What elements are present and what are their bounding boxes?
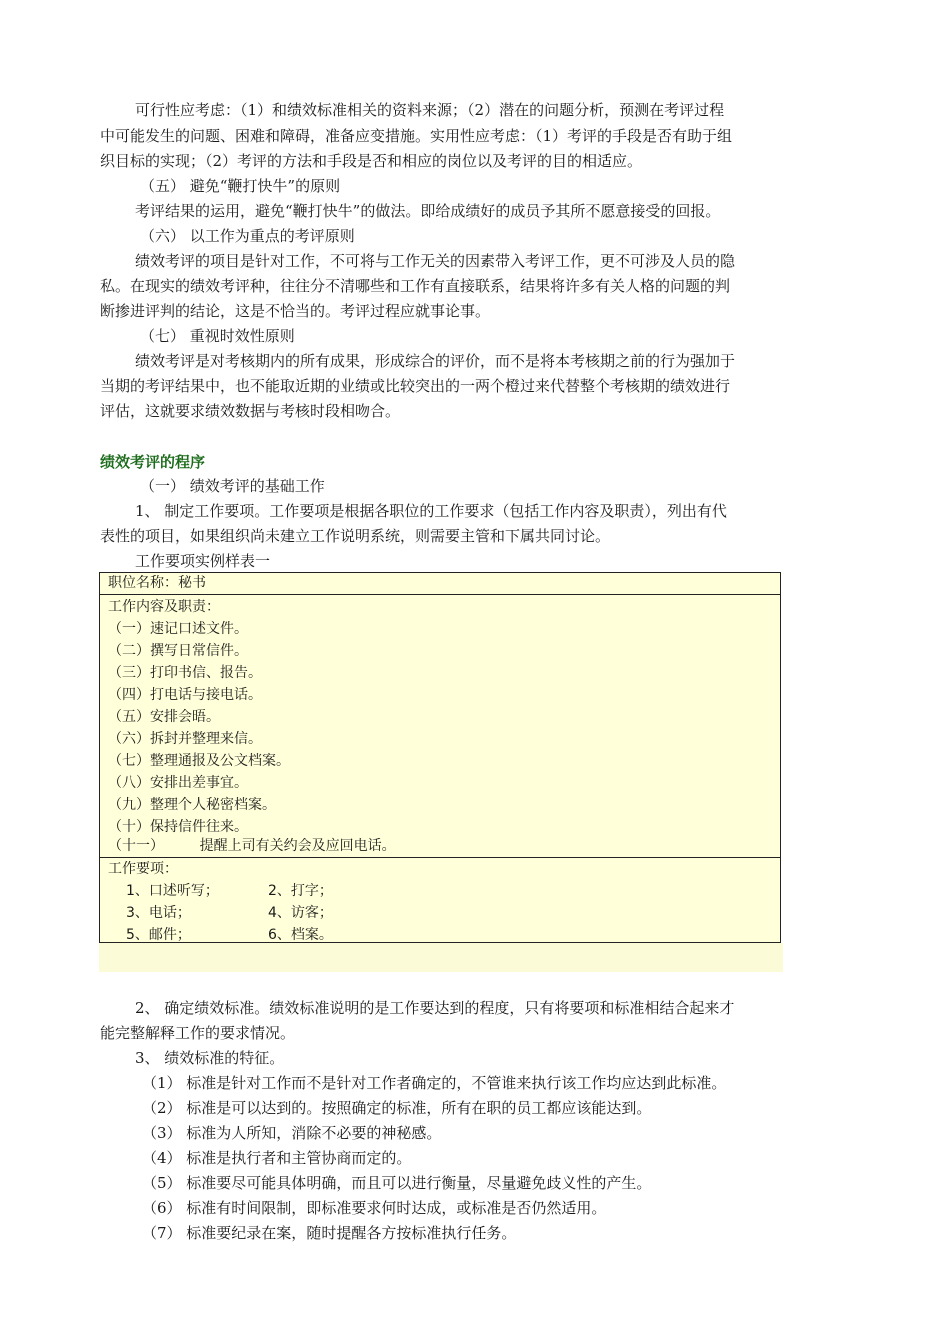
job-item: 3、电话；: [126, 905, 191, 921]
list-item: （4） 标准是执行者和主管协商而定的。: [142, 1149, 412, 1167]
duty-item: （一）速记口述文件。: [108, 621, 248, 637]
paragraph-line: 私。在现实的绩效考评种，往往分不清哪些和工作有直接联系，结果将许多有关人格的问题的判: [100, 277, 731, 295]
section-heading: 绩效考评的程序: [100, 453, 206, 471]
subheading: （一） 绩效考评的基础工作: [140, 477, 325, 495]
paragraph-line: 3、 绩效标准的特征。: [135, 1049, 285, 1067]
paragraph-line: 能完整解释工作的要求情况。: [100, 1024, 296, 1042]
job-items-row: [100, 857, 780, 943]
table-bottom-band: [99, 943, 783, 972]
list-item: （2） 标准是可以达到的。按照确定的标准，所有在职的员工都应该能达到。: [142, 1099, 652, 1117]
subheading: （七） 重视时效性原则: [140, 327, 295, 345]
paragraph-line: 断掺进评判的结论，这是不恰当的。考评过程应就事论事。: [100, 302, 491, 320]
table-caption: 工作要项实例样表一: [135, 552, 271, 570]
duty-item: （九）整理个人秘密档案。: [108, 797, 276, 813]
job-item: 6、档案。: [268, 927, 333, 943]
list-item: （7） 标准要纪录在案，随时提醒各方按标准执行任务。: [142, 1224, 517, 1242]
job-items-label: 工作要项：: [108, 861, 178, 877]
duty-item: （八）安排出差事宜。: [108, 775, 248, 791]
job-items-table: [99, 572, 781, 943]
paragraph-line: 评估，这就要求绩效数据与考核时段相吻合。: [100, 402, 401, 420]
duty-item: （三）打印书信、报告。: [108, 665, 262, 681]
paragraph-line: 2、 确定绩效标准。绩效标准说明的是工作要达到的程度，只有将要项和标准相结合起来才: [135, 999, 735, 1017]
paragraph-line: 当期的考评结果中，也不能取近期的业绩或比较突出的一两个橙过来代替整个考核期的绩效进行: [100, 377, 731, 395]
subheading: （六） 以工作为重点的考评原则: [140, 227, 355, 245]
list-item: （3） 标准为人所知，消除不必要的神秘感。: [142, 1124, 442, 1142]
paragraph-line: 考评结果的运用，避免“鞭打快牛”的做法。即给成绩好的成员予其所不愿意接受的回报。: [135, 202, 721, 220]
list-item: （5） 标准要尽可能具体明确，而且可以进行衡量，尽量避免歧义性的产生。: [142, 1174, 652, 1192]
duty-item: （五）安排会晤。: [108, 709, 220, 725]
duty-item: （七）整理通报及公文档案。: [108, 753, 290, 769]
job-item: 2、打字；: [268, 883, 333, 899]
duty-item: （十一） 提醒上司有关约会及应回电话。: [108, 838, 396, 854]
duty-item: （六）拆封并整理来信。: [108, 731, 262, 747]
duty-item: （四）打电话与接电话。: [108, 687, 262, 703]
paragraph-line: 绩效考评是对考核期内的所有成果，形成综合的评价，而不是将本考核期之前的行为强加于: [135, 352, 736, 370]
job-item: 4、访客；: [268, 905, 333, 921]
position-name: 职位名称：秘书: [108, 575, 206, 591]
subheading: （五） 避免“鞭打快牛”的原则: [140, 177, 341, 195]
paragraph-line: 中可能发生的问题、困难和障碍，准备应变措施。实用性应考虑：（1）考评的手段是否有助于组: [100, 127, 733, 145]
paragraph-line: 可行性应考虑：（1）和绩效标准相关的资料来源；（2）潜在的问题分析，预测在考评过程: [135, 101, 725, 119]
job-item: 5、邮件；: [126, 927, 191, 943]
list-item: （6） 标准有时间限制，即标准要求何时达成，或标准是否仍然适用。: [142, 1199, 607, 1217]
duty-item: （十）保持信件往来。: [108, 819, 248, 835]
paragraph-line: 织目标的实现；（2）考评的方法和手段是否和相应的岗位以及考评的目的相适应。: [100, 152, 643, 170]
duties-label: 工作内容及职责：: [108, 599, 220, 615]
position-name-row: [100, 573, 780, 595]
job-item: 1、口述听写；: [126, 883, 219, 899]
paragraph-line: 1、 制定工作要项。工作要项是根据各职位的工作要求（包括工作内容及职责），列出有代: [135, 502, 727, 520]
list-item: （1） 标准是针对工作而不是针对工作者确定的，不管谁来执行该工作均应达到此标准。: [142, 1074, 727, 1092]
duties-row: [100, 595, 780, 858]
paragraph-line: 表性的项目，如果组织尚未建立工作说明系统，则需要主管和下属共同讨论。: [100, 527, 611, 545]
duty-item: （二）撰写日常信件。: [108, 643, 248, 659]
paragraph-line: 绩效考评的项目是针对工作，不可将与工作无关的因素带入考评工作，更不可涉及人员的隐: [135, 252, 736, 270]
